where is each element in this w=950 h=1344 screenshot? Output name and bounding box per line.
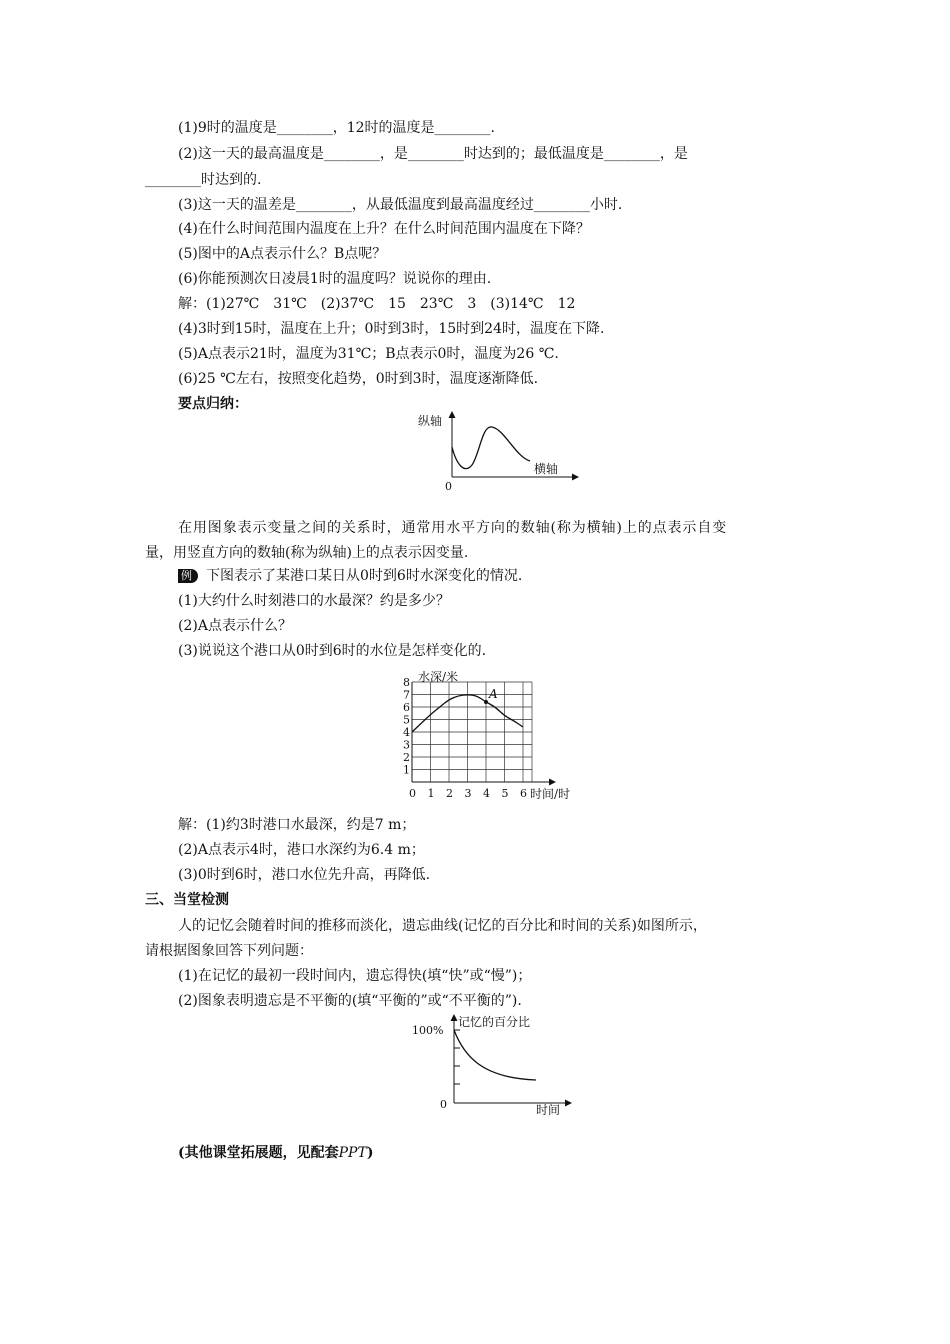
section-3-question-1: (1)在记忆的最初一段时间内，遗忘得快(填“快”或“慢”)； bbox=[178, 968, 532, 984]
example-solution-3: (3)0时到6时，港口水位先升高，再降低. bbox=[178, 867, 431, 883]
section-3-question-2: (2)图象表明遗忘是不平衡的(填“平衡的”或“不平衡的”). bbox=[178, 993, 522, 1009]
question-4: (4)在什么时间范围内温度在上升？在什么时间范围内温度在下降？ bbox=[178, 221, 590, 237]
x-tick-label: 4 bbox=[483, 787, 490, 800]
example-question-2: (2)A点表示什么？ bbox=[178, 618, 292, 634]
answer-4: (4)3时到15时，温度在上升；0时到3时，15时到24时，温度在下降. bbox=[178, 321, 605, 337]
example-badge: 例 bbox=[178, 569, 198, 583]
summary-text-1: 在用图象表示变量之间的关系时，通常用水平方向的数轴(称为横轴)上的点表示自变 bbox=[178, 520, 728, 536]
x-tick-label: 2 bbox=[446, 787, 453, 800]
chart-y-label: 水深/米 bbox=[418, 670, 459, 684]
y-tick-label: 1 bbox=[403, 763, 410, 777]
section-3-paragraph-1: 人的记忆会随着时间的推移而淡化，遗忘曲线(记忆的百分比和时间的关系)如图所示， bbox=[178, 918, 707, 934]
forgetting-origin: 0 bbox=[440, 1098, 447, 1111]
y-tick-label: 4 bbox=[403, 726, 410, 739]
point-a-label: A bbox=[489, 687, 498, 701]
question-1: (1)9时的温度是________，12时的温度是________. bbox=[178, 120, 496, 136]
example-intro: 下图表示了某港口某日从0时到6时水深变化的情况. bbox=[206, 568, 523, 584]
summary-heading: 要点归纳： bbox=[178, 396, 248, 412]
x-tick-label: 0 bbox=[409, 787, 416, 800]
forgetting-y-label: 记忆的百分比 bbox=[458, 1015, 531, 1029]
footer-ppt: PPT bbox=[338, 1145, 367, 1161]
origin-label: 0 bbox=[445, 480, 452, 493]
x-tick-label: 3 bbox=[464, 787, 472, 800]
forgetting-curve-graph bbox=[408, 1008, 588, 1118]
answer-6: (6)25 ℃左右，按照变化趋势，0时到3时，温度逐渐降低. bbox=[178, 371, 539, 387]
forgetting-y-tick: 100% bbox=[412, 1024, 444, 1037]
answer-5: (5)A点表示21时，温度为31℃；B点表示0时，温度为26 ℃. bbox=[178, 346, 559, 362]
footer-text: (其他课堂拓展题，见配套 bbox=[178, 1145, 339, 1161]
point-a-marker bbox=[484, 700, 488, 704]
y-tick-label: 6 bbox=[403, 701, 410, 714]
section-3-heading: 三、当堂检测 bbox=[145, 892, 229, 908]
y-tick-label: 7 bbox=[403, 688, 410, 702]
answer-1: 解：(1)27℃ 31℃ (2)37℃ 15 23℃ 3 (3)14℃ 12 bbox=[178, 296, 576, 312]
example-solution-1: 解：(1)约3时港口水最深，约是7 m； bbox=[178, 817, 416, 833]
forgetting-x-label: 时间 bbox=[536, 1103, 561, 1117]
question-2-part-b: ________时达到的. bbox=[145, 172, 262, 188]
chart-x-label: 时间/时 bbox=[530, 787, 571, 801]
y-axis-label: 纵轴 bbox=[418, 414, 443, 428]
y-tick-label: 5 bbox=[403, 713, 410, 727]
question-3: (3)这一天的温差是________，从最低温度到最高温度经过________小时. bbox=[178, 197, 623, 213]
example-solution-2: (2)A点表示4时，港口水深约为6.4 m； bbox=[178, 842, 425, 858]
x-tick-label: 5 bbox=[501, 787, 509, 800]
example-question-3: (3)说说这个港口从0时到6时的水位是怎样变化的. bbox=[178, 643, 487, 659]
question-6: (6)你能预测次日凌晨1时的温度吗？说说你的理由. bbox=[178, 271, 492, 287]
example-question-1: (1)大约什么时刻港口的水最深？约是多少？ bbox=[178, 593, 450, 609]
x-tick-label: 6 bbox=[520, 787, 527, 800]
x-axis-label: 横轴 bbox=[534, 462, 559, 476]
question-5: (5)图中的A点表示什么？B点呢？ bbox=[178, 246, 387, 262]
section-3-paragraph-2: 请根据图象回答下列问题： bbox=[145, 943, 313, 959]
water-depth-chart bbox=[396, 660, 586, 805]
footer-note bbox=[178, 1143, 373, 1163]
y-tick-label: 2 bbox=[403, 751, 410, 764]
summary-text-2: 量，用竖直方向的数轴(称为纵轴)上的点表示因变量. bbox=[145, 545, 469, 561]
question-2-part-a: (2)这一天的最高温度是________，是________时达到的；最低温度是________，是 bbox=[178, 146, 688, 162]
sample-curve bbox=[452, 427, 530, 469]
y-tick-label: 3 bbox=[403, 738, 410, 752]
axis-illustration bbox=[412, 405, 582, 495]
example-intro-line bbox=[178, 566, 522, 586]
forgetting-curve bbox=[454, 1030, 536, 1080]
x-tick-label: 1 bbox=[427, 787, 435, 800]
y-tick-label: 8 bbox=[403, 676, 410, 689]
footer-close: ) bbox=[366, 1145, 374, 1161]
